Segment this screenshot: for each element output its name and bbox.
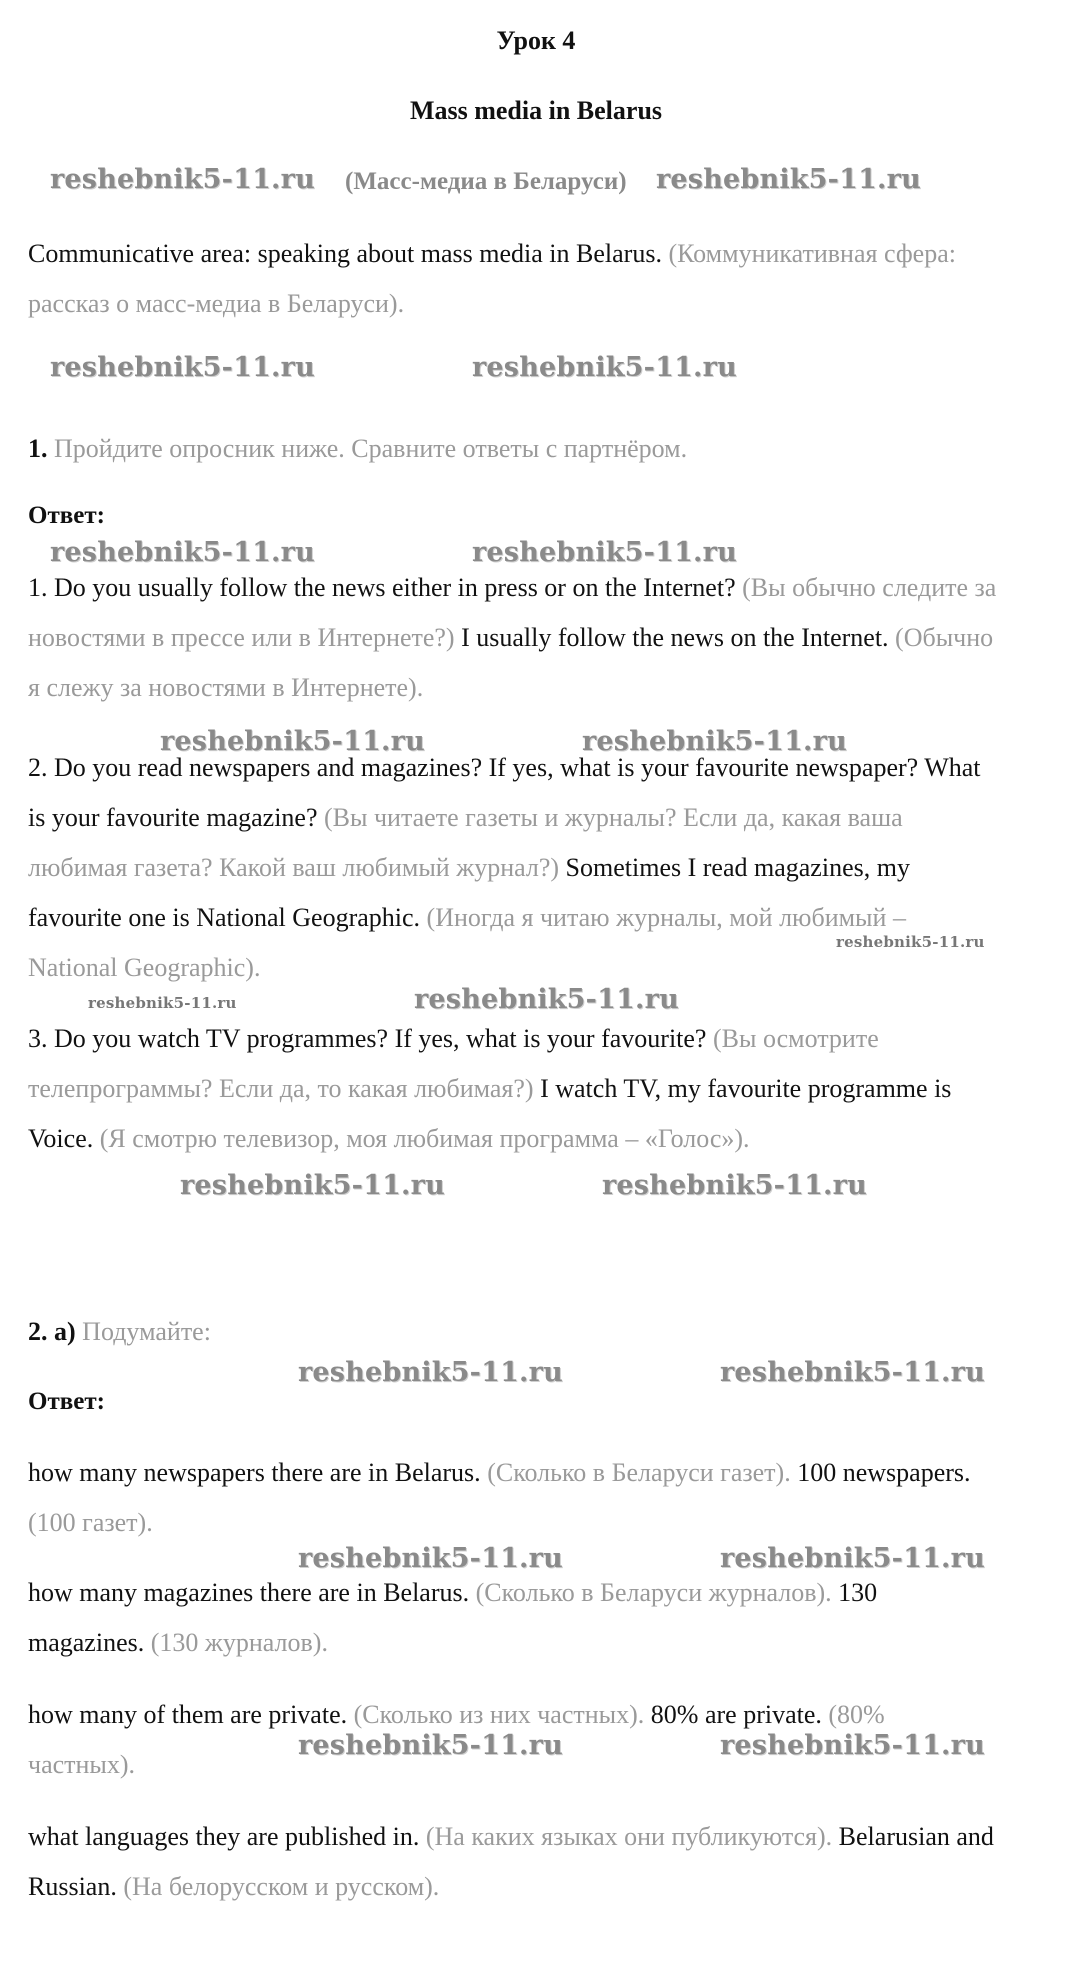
intro-paragraph — [28, 229, 998, 329]
watermark-small: reshebnik5-11.ru — [836, 933, 985, 951]
watermark: reshebnik5-11.ru — [656, 164, 921, 195]
question-translation: (Вы осмотрите телепрограммы? Если да, то какая любимая?) — [28, 1024, 879, 1103]
watermark: reshebnik5-11.ru — [720, 1730, 985, 1761]
answer-text: Sometimes I read magazines, my favourite one is National Geographic. — [28, 853, 910, 932]
task1-item-3 — [28, 1014, 998, 1164]
watermark: reshebnik5-11.ru — [472, 537, 737, 568]
task2-item-2 — [28, 1568, 998, 1668]
answer-text: Belarusian and Russian. — [28, 1822, 994, 1901]
question-text: 2. Do you read newspapers and magazines? If yes, what is your favourite newspaper? What is your favourite magazine? — [28, 753, 981, 832]
watermark: reshebnik5-11.ru — [180, 1170, 445, 1201]
question-translation: (Сколько в Беларуси журналов). — [475, 1578, 832, 1607]
question-text: 3. Do you watch TV programmes? If yes, what is your favourite? — [28, 1024, 707, 1053]
watermark: reshebnik5-11.ru — [50, 352, 315, 383]
answer-translation: (80% частных). — [28, 1700, 885, 1779]
answer-text: I watch TV, my favourite programme is Voice. — [28, 1074, 952, 1153]
task2-answer-label: Ответ: — [28, 1388, 105, 1415]
task1-item-2 — [28, 743, 998, 993]
answer-translation: (Я смотрю телевизор, моя любимая программа – «Голос»). — [99, 1124, 750, 1153]
lesson-subtitle-translation: (Масс-медиа в Беларуси) — [345, 168, 627, 195]
question-text: 1. Do you usually follow the news either in press or on the Internet? — [28, 573, 736, 602]
watermark: reshebnik5-11.ru — [298, 1543, 563, 1574]
task2-instruction: Подумайте: — [82, 1317, 211, 1346]
task1-heading — [28, 424, 998, 474]
watermark: reshebnik5-11.ru — [582, 726, 847, 757]
intro-text: Communicative area: speaking about mass media in Belarus. — [28, 239, 662, 268]
task2-number: 2. а) — [28, 1317, 76, 1346]
answer-translation: (На белорусском и русском). — [123, 1872, 440, 1901]
task2-heading — [28, 1307, 998, 1357]
watermark: reshebnik5-11.ru — [414, 984, 679, 1015]
watermark: reshebnik5-11.ru — [298, 1357, 563, 1388]
answer-translation: (130 журналов). — [150, 1628, 328, 1657]
intro-translation: (Коммуникативная сфера: рассказ о масс-медиа в Беларуси). — [28, 239, 956, 318]
task2-item-4 — [28, 1812, 998, 1912]
answer-translation: (100 газет). — [28, 1508, 153, 1537]
task1-number: 1. — [28, 434, 48, 463]
question-translation: (На каких языках они публикуются). — [425, 1822, 833, 1851]
task1-item-1 — [28, 563, 998, 713]
lesson-title: Урок 4 — [496, 26, 576, 55]
question-text: how many newspapers there are in Belarus. — [28, 1458, 481, 1487]
task1-answer-label: Ответ: — [28, 502, 105, 529]
question-translation: (Вы обычно следите за новостями в прессе или в Интернете?) — [28, 573, 997, 652]
answer-text: I usually follow the news on the Internet. — [461, 623, 889, 652]
lesson-subtitle: Mass media in Belarus — [409, 96, 663, 125]
question-translation: (Сколько из них частных). — [353, 1700, 645, 1729]
watermark: reshebnik5-11.ru — [160, 726, 425, 757]
answer-translation: (Иногда я читаю журналы, мой любимый – National Geographic). — [28, 903, 906, 982]
task1-instruction: Пройдите опросник ниже. Сравните ответы с партнёром. — [54, 434, 688, 463]
answer-text: 80% are private. — [650, 1700, 822, 1729]
question-text: what languages they are published in. — [28, 1822, 420, 1851]
answer-text: 100 newspapers. — [797, 1458, 971, 1487]
watermark: reshebnik5-11.ru — [50, 537, 315, 568]
watermark: reshebnik5-11.ru — [720, 1543, 985, 1574]
question-text: how many magazines there are in Belarus. — [28, 1578, 470, 1607]
answer-translation: (Обычно я слежу за новостями в Интернете). — [28, 623, 994, 702]
watermark: reshebnik5-11.ru — [602, 1170, 867, 1201]
answer-text: 130 magazines. — [28, 1578, 878, 1657]
question-translation: (Сколько в Беларуси газет). — [487, 1458, 791, 1487]
watermark: reshebnik5-11.ru — [720, 1357, 985, 1388]
question-text: how many of them are private. — [28, 1700, 348, 1729]
watermark: reshebnik5-11.ru — [472, 352, 737, 383]
watermark: reshebnik5-11.ru — [298, 1730, 563, 1761]
task2-item-1 — [28, 1448, 998, 1548]
watermark-small: reshebnik5-11.ru — [88, 994, 237, 1012]
question-translation: (Вы читаете газеты и журналы? Если да, какая ваша любимая газета? Какой ваш любимый журнал?) — [28, 803, 903, 882]
watermark: reshebnik5-11.ru — [50, 164, 315, 195]
